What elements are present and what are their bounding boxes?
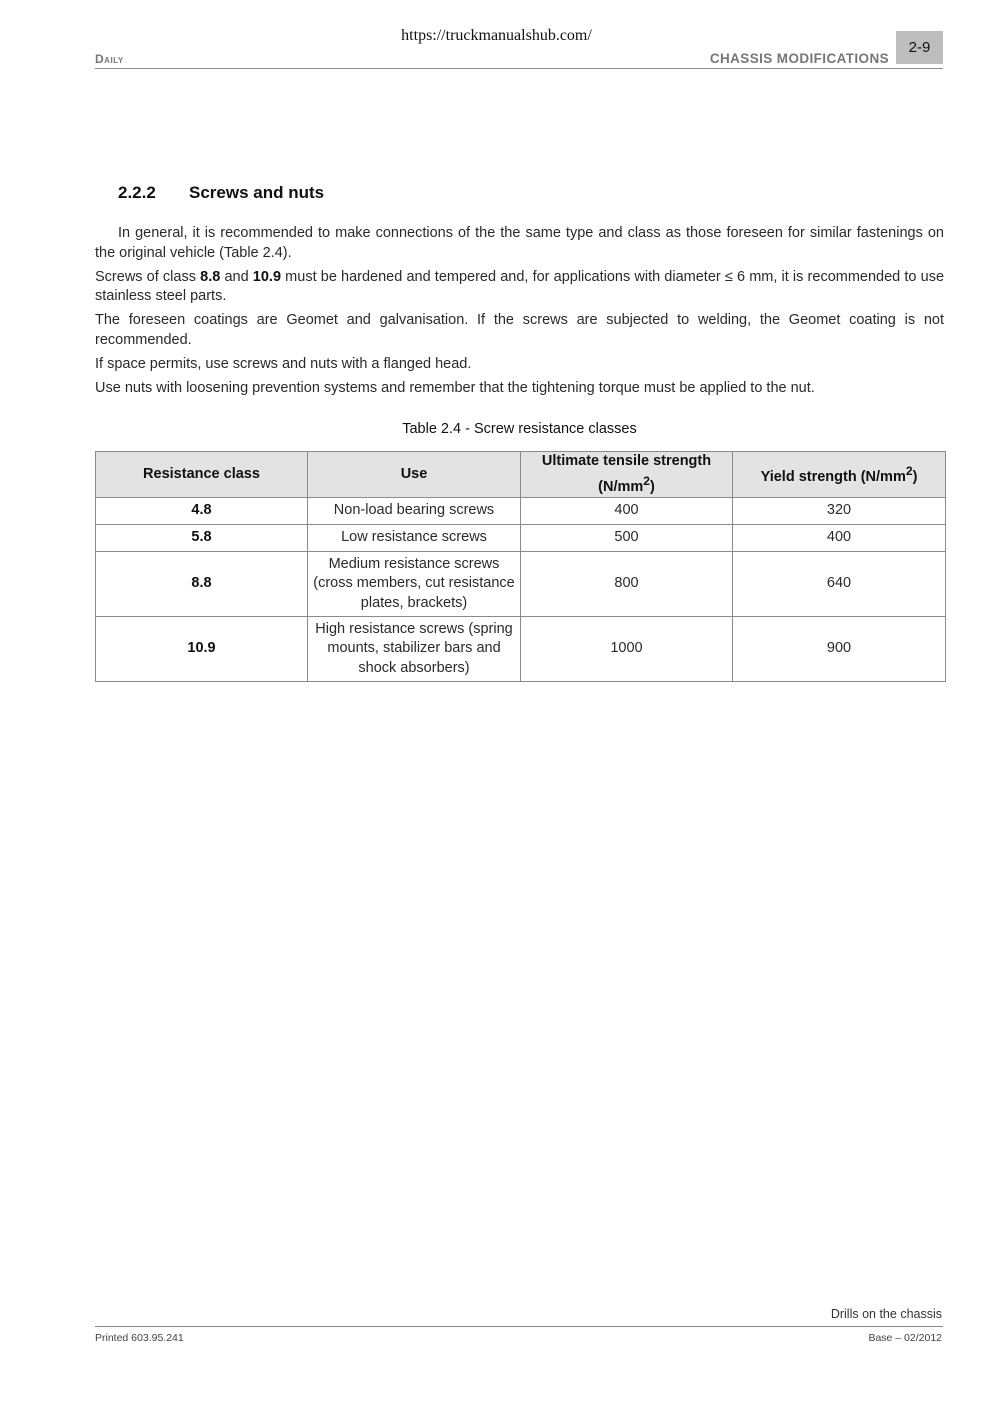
section-heading — [118, 183, 324, 203]
text-segment: Screws of class — [95, 268, 201, 285]
cell-yield-strength: 640 — [733, 552, 946, 617]
footer-edition: Base – 02/2012 — [868, 1332, 942, 1344]
cell-yield-strength: 400 — [733, 525, 946, 552]
paragraph-screw-classes — [95, 268, 944, 307]
cell-resistance-class: 4.8 — [96, 498, 308, 525]
footer-print-code: Printed 603.95.241 — [95, 1332, 184, 1344]
table-caption: Table 2.4 - Screw resistance classes — [402, 421, 637, 437]
resistance-classes-table — [95, 451, 946, 682]
table-header-row — [96, 452, 946, 498]
header-use: Use — [308, 452, 521, 498]
cell-resistance-class: 5.8 — [96, 525, 308, 552]
class-10-9-emphasis: 10.9 — [252, 268, 282, 285]
footer-divider — [95, 1326, 943, 1327]
header-ultimate-tensile-strength: Ultimate tensile strength $(N/mm^2)$ — [521, 452, 733, 498]
header-divider — [95, 68, 943, 69]
text-segment: must be hardened and tempered and, for applications with diameter ≤ 6 mm, it is recommended to use stainless steel parts. — [95, 268, 945, 304]
body-text — [95, 224, 944, 403]
cell-ultimate-tensile-strength: 500 — [521, 525, 733, 552]
header-resistance-class: Resistance class — [96, 452, 308, 498]
header-yield-strength: Yield strength $(N/mm^2)$ — [733, 452, 946, 498]
cell-ultimate-tensile-strength: 1000 — [521, 617, 733, 682]
paragraph-flanged-head: If space permits, use screws and nuts with a flanged head. — [95, 355, 472, 372]
cell-resistance-class: 10.9 — [96, 617, 308, 682]
paragraph-coatings: The foreseen coatings are Geomet and galvanisation. If the screws are subjected to welding, the Geomet coating is not recommended. — [95, 312, 944, 348]
cell-ultimate-tensile-strength: 400 — [521, 498, 733, 525]
class-8-8-emphasis: 8.8 — [200, 268, 221, 285]
paragraph-general: In general, it is recommended to make connections of the the same type and class as those foreseen for similar fastenings on the original vehicle (Table 2.4). — [95, 225, 944, 261]
table-row — [96, 525, 946, 552]
header-chapter-title: CHASSIS MODIFICATIONS — [709, 51, 889, 66]
table-row — [96, 617, 946, 682]
cell-use: Medium resistance screws (cross members, cut resistance plates, brackets) — [308, 552, 521, 617]
table-row — [96, 552, 946, 617]
page-number-tab: 2-9 — [896, 31, 943, 64]
cell-ultimate-tensile-strength: 800 — [521, 552, 733, 617]
text-segment: and — [220, 268, 253, 285]
paragraph-nuts: Use nuts with loosening prevention systems and remember that the tightening torque must be applied to the nut. — [95, 379, 815, 396]
cell-resistance-class: 8.8 — [96, 552, 308, 617]
section-title: Screws and nuts — [189, 183, 325, 202]
table-row — [96, 498, 946, 525]
cell-use: High resistance screws (spring mounts, stabilizer bars and shock absorbers) — [308, 617, 521, 682]
cell-yield-strength: 320 — [733, 498, 946, 525]
section-number: 2.2.2 — [118, 183, 156, 202]
cell-use: Non-load bearing screws — [308, 498, 521, 525]
cell-use: Low resistance screws — [308, 525, 521, 552]
cell-yield-strength: 900 — [733, 617, 946, 682]
header-model-name: Daily — [95, 52, 124, 66]
footer-section-title: Drills on the chassis — [830, 1307, 942, 1321]
source-url: https://truckmanualshub.com/ — [401, 27, 592, 44]
